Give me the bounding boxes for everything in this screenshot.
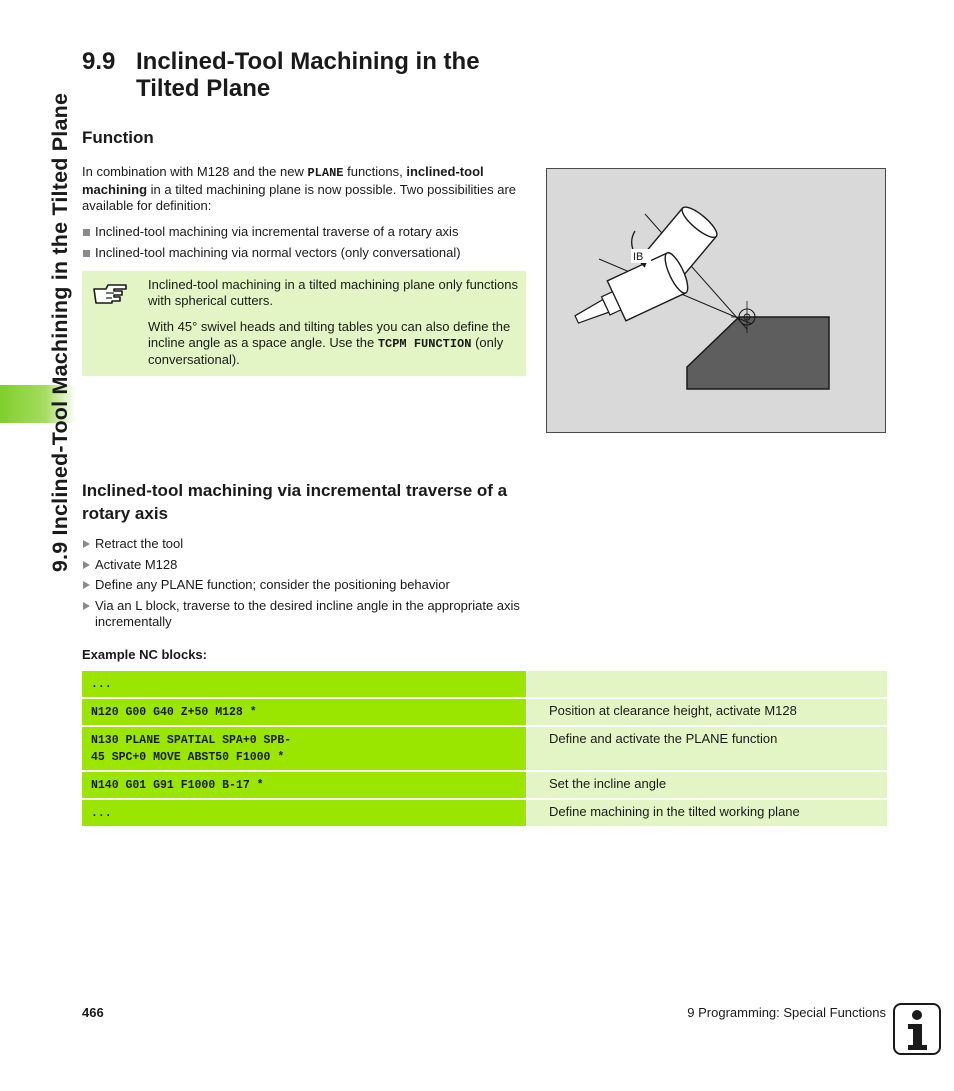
info-icon [893,1003,941,1055]
note-text-1: Inclined-tool machining in a tilted machining plane only functions with spherical cutters. [148,277,518,308]
triangle-bullet-icon [83,561,90,569]
table-row [82,727,887,770]
square-bullet-icon [83,250,90,257]
note-text-2 [148,319,518,368]
note-code: TCPM FUNCTION [377,337,472,351]
nc-desc-cell: Set the incline angle [527,772,887,798]
incremental-heading: Inclined-tool machining via incremental traverse of a rotary axis [82,481,508,523]
list-item [82,222,527,243]
nc-code-cell: ... [82,800,526,826]
side-title-text: 9.9 Inclined-Tool Machining in the Tilted Plane [48,92,72,573]
list-item-text: Via an L block, traverse to the desired incline angle in the appropriate axis incrementally [95,597,520,629]
intro-text-1: In combination with M128 and the new [82,164,308,179]
triangle-bullet-icon [83,602,90,610]
nc-desc-cell: Define and activate the PLANE function [527,727,887,770]
triangle-bullet-icon [83,581,90,589]
table-row [82,800,887,826]
nc-desc-cell [527,671,887,697]
note-text-2b: (only conversational). [148,335,504,367]
intro-bold: inclined-tool machining [82,164,484,197]
intro-text-3: in a tilted machining plane is now possible. Two possibilities are available for definition: [82,181,517,213]
example-label: Example NC blocks: [82,647,207,662]
list-item [82,536,527,552]
section-number: 9.9 [82,48,116,75]
list-item [82,243,527,264]
nc-block-table [82,671,887,828]
list-item-text: Retract the tool [95,536,184,551]
intro-text-2: functions, [343,164,407,179]
table-row [82,671,887,697]
intro-paragraph [82,164,527,215]
nc-desc-cell: Define machining in the tilted working plane [527,800,887,826]
list-item-text: Define any PLANE function; consider the positioning behavior [95,577,450,592]
function-heading: Function [82,128,154,147]
table-row [82,772,887,798]
triangle-bullet-icon [83,540,90,548]
lower-spindle [567,250,692,339]
pointing-hand-icon [92,281,128,307]
step-list [82,536,527,634]
intro-code: PLANE [307,166,344,180]
list-item-text: Activate M128 [95,556,178,572]
list-item-text: Inclined-tool machining via normal vectors (only conversational) [95,244,461,260]
inclined-tool-diagram [547,169,885,432]
note-box [82,271,526,376]
bullet-list [82,222,527,263]
nc-code-cell: ... [82,671,526,697]
list-item-text: Inclined-tool machining via incremental traverse of a rotary axis [95,224,459,239]
chapter-title: 9 Programming: Special Functions [687,1005,886,1020]
square-bullet-icon [83,229,90,236]
note-text-2a: With 45° swivel heads and tilting tables you can also define the incline angle as a space angle. Use the [148,319,511,350]
page-number: 466 [82,1005,104,1020]
list-item [82,598,527,630]
table-row [82,699,887,725]
inclined-tool-figure [546,168,886,433]
info-glyph [895,1005,939,1053]
nc-code-cell: N120 G00 G40 Z+50 M128 * [82,699,526,725]
list-item [82,577,527,593]
nc-code-cell: N130 PLANE SPATIAL SPA+0 SPB- 45 SPC+0 MOVE ABST50 F1000 * [82,727,526,770]
nc-code-cell: N140 G01 G91 F1000 B-17 * [82,772,526,798]
list-item [82,557,527,573]
ib-label: IB [633,251,644,263]
nc-desc-cell: Position at clearance height, activate M128 [527,699,887,725]
section-title: Inclined-Tool Machining in the Tilted Plane [136,48,480,102]
workpiece-shape [687,317,829,389]
